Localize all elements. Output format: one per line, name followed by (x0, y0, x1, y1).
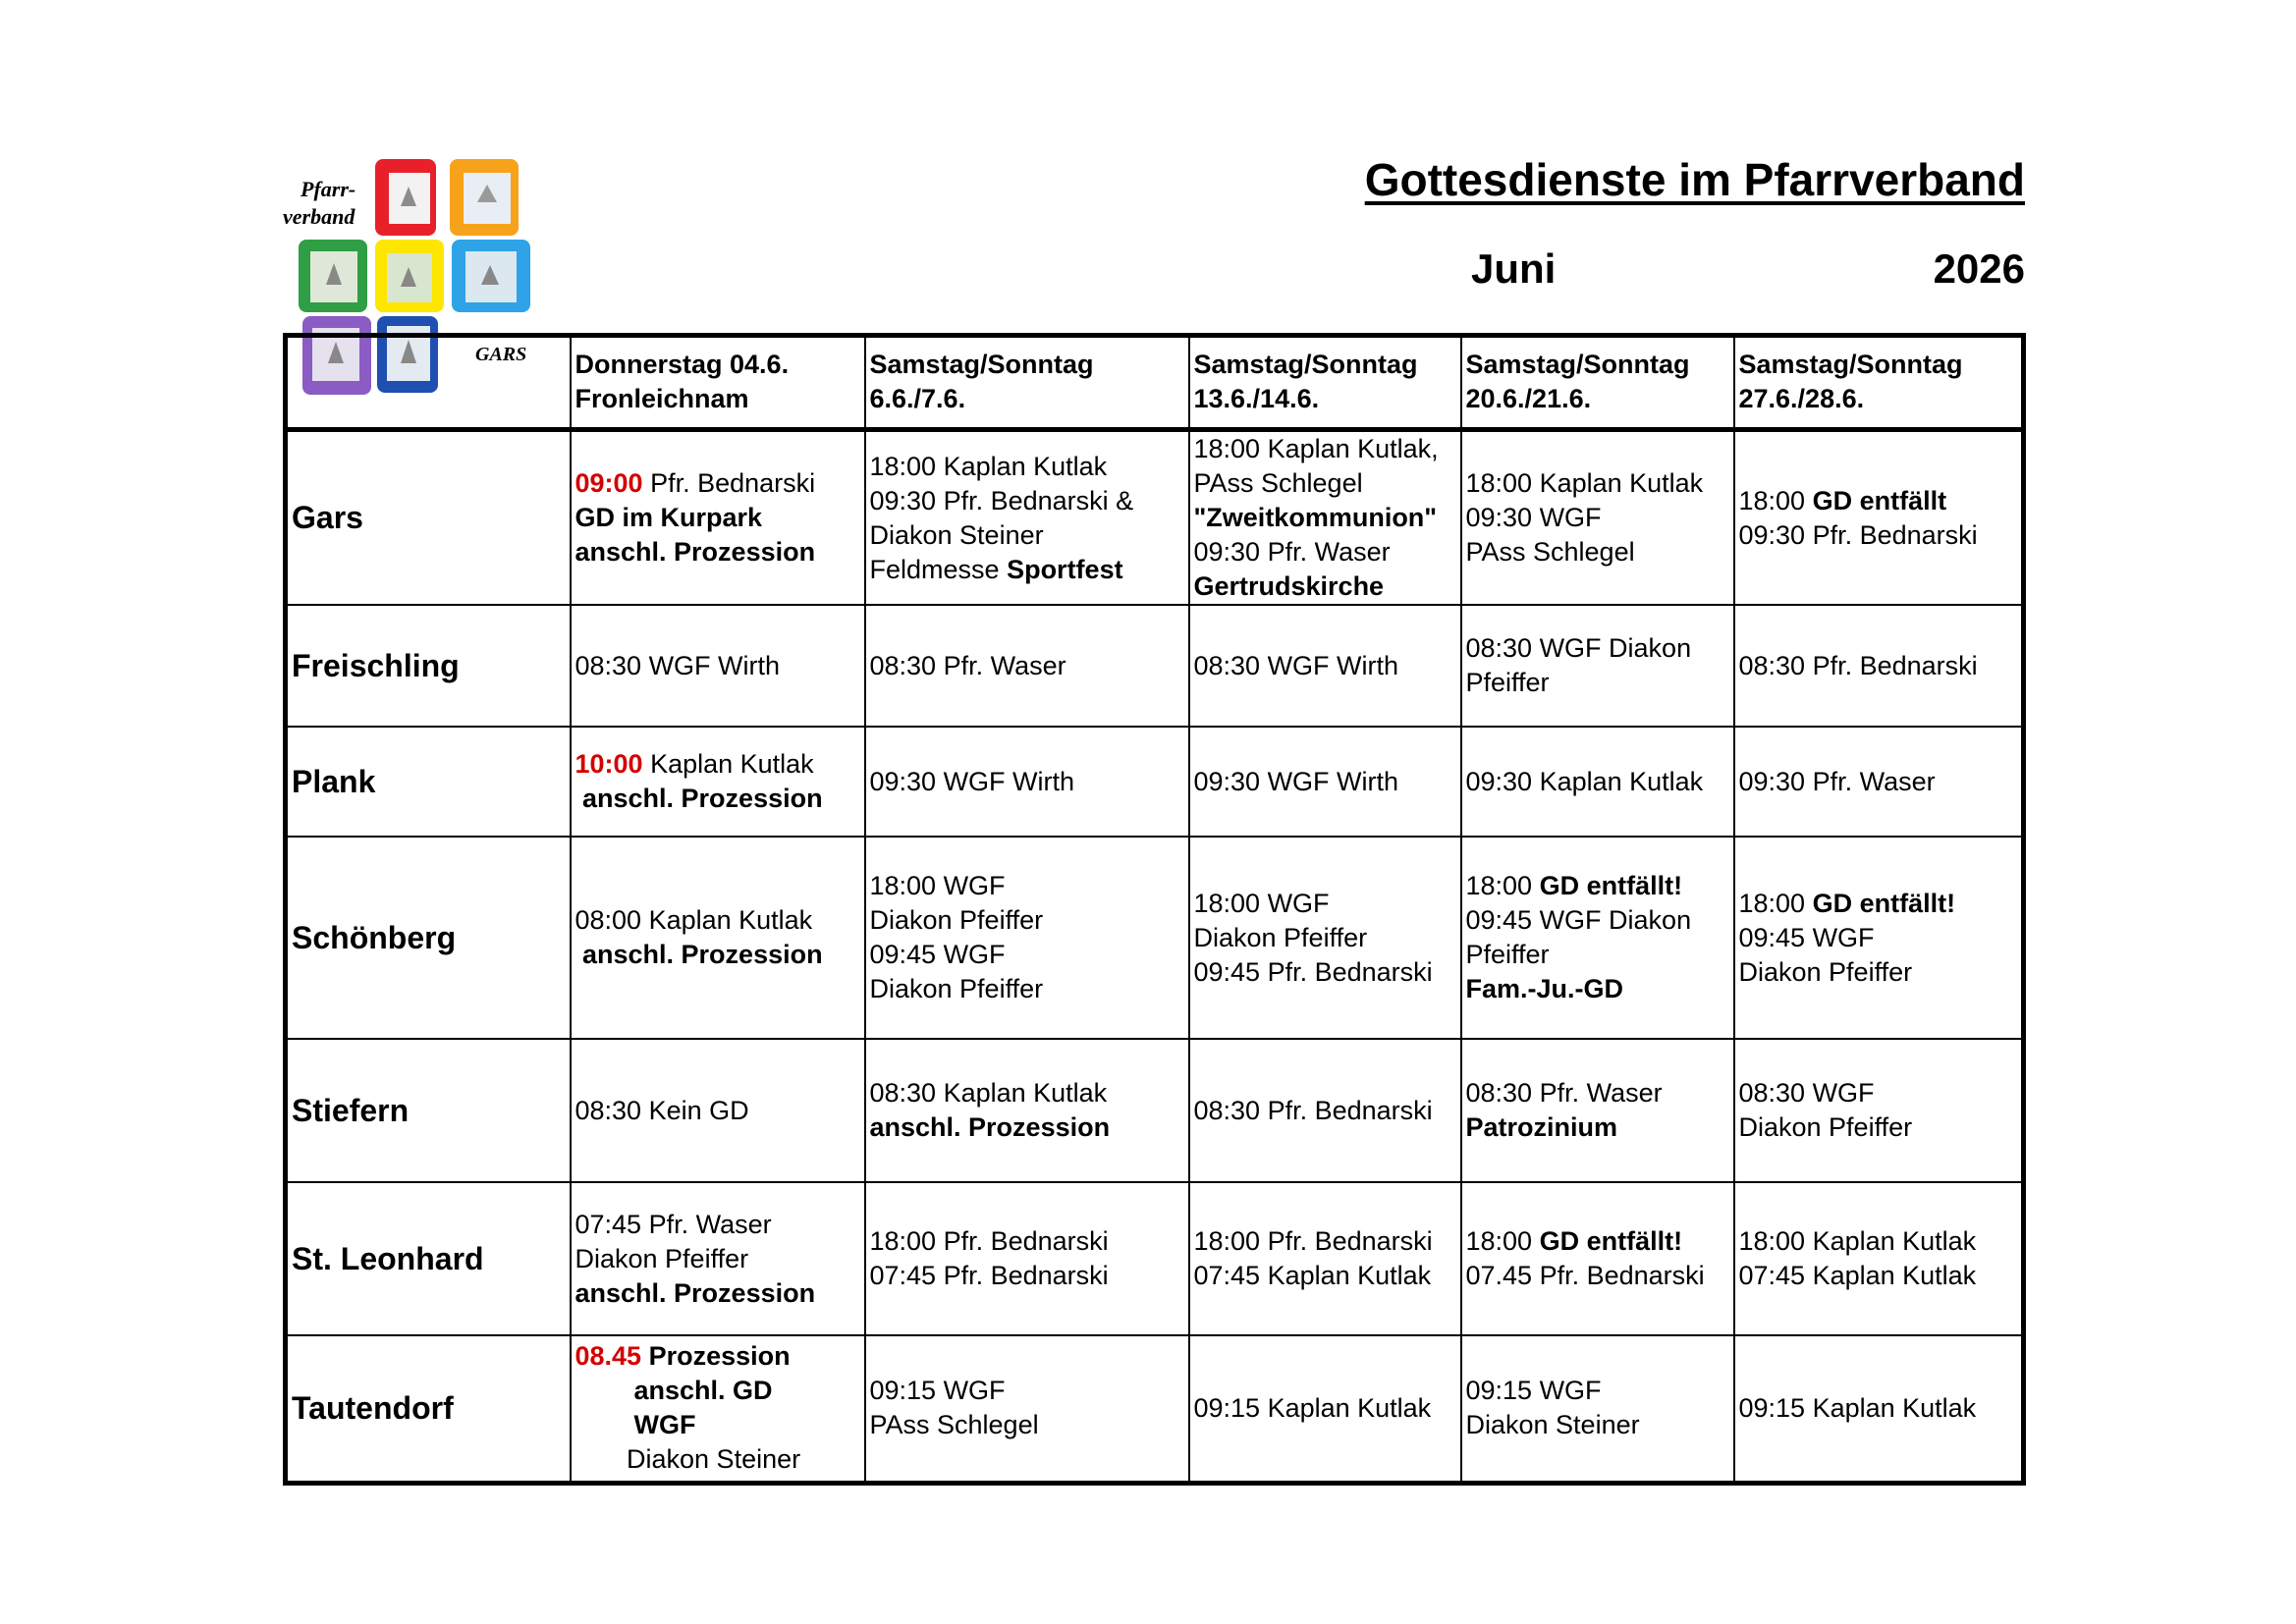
service-line (575, 1442, 860, 1477)
service-line (1739, 765, 2018, 799)
service-cell (1189, 727, 1461, 837)
service-text: 18:00 Kaplan Kutlak (1738, 1226, 1977, 1256)
service-line (870, 1408, 1184, 1442)
service-line (1739, 887, 2018, 921)
service-text: GD im Kurpark (574, 503, 763, 532)
service-text: GD entfällt! (1812, 888, 1956, 918)
service-text: 09:45 WGF (1738, 922, 1875, 952)
service-line (1739, 1076, 2018, 1110)
parish-name: Plank (286, 727, 571, 837)
service-line (1466, 1259, 1729, 1293)
service-text: Prozession (641, 1341, 791, 1372)
service-line (575, 1094, 860, 1128)
table-row (286, 837, 2024, 1039)
service-cell (1734, 430, 2024, 606)
service-text: 09:30 WGF Wirth (869, 766, 1075, 796)
service-text: Fam.-Ju.-GD (1465, 974, 1624, 1003)
service-text: Diakon Pfeiffer (1738, 956, 1913, 987)
service-line (575, 1374, 860, 1408)
service-text: 09:30 Pfr. Waser (1193, 537, 1391, 567)
service-line (575, 938, 860, 972)
service-text: anschl. Prozession (574, 537, 816, 567)
service-text: 08:30 WGF Diakon (1465, 633, 1692, 663)
service-time-highlight: 09:00 (574, 468, 643, 498)
service-text: anschl. Prozession (574, 940, 823, 969)
service-line (1739, 649, 2018, 683)
logo-text-pfarr: Pfarr- (301, 177, 356, 201)
service-cell (1734, 1335, 2024, 1483)
service-line (1466, 869, 1729, 903)
service-cell (1461, 605, 1734, 727)
table-row (286, 1335, 2024, 1483)
service-line (1739, 1224, 2018, 1259)
service-cell (571, 605, 865, 727)
service-line (870, 1110, 1184, 1145)
service-text: 18:00 Kaplan Kutlak (1465, 468, 1704, 498)
service-cell (865, 837, 1189, 1039)
service-text: Diakon Steiner (1465, 1410, 1640, 1440)
service-line (870, 1259, 1184, 1293)
parish-name: St. Leonhard (286, 1182, 571, 1335)
service-cell (1189, 1335, 1461, 1483)
service-line (1739, 1259, 2018, 1293)
service-line (870, 1076, 1184, 1110)
service-text: GD entfällt! (1539, 1226, 1683, 1256)
service-line (575, 1242, 860, 1276)
service-line (1194, 1094, 1456, 1128)
service-line (575, 782, 860, 816)
service-line (1466, 466, 1729, 501)
service-text: Pfeiffer (1465, 668, 1550, 697)
service-text: 18:00 (1738, 888, 1813, 918)
service-cell (1734, 1039, 2024, 1182)
service-cell (571, 1182, 865, 1335)
service-line (575, 535, 860, 569)
service-text: Diakon Pfeiffer (574, 1243, 749, 1273)
service-text: 08:30 WGF Wirth (1193, 650, 1399, 680)
service-line (575, 1276, 860, 1311)
service-text: anschl. Prozession (869, 1112, 1111, 1142)
service-text: Feldmesse (869, 554, 1008, 584)
page-title-wrap (1365, 153, 2025, 206)
service-text: 09:45 WGF (869, 940, 1006, 969)
service-cell (571, 1335, 865, 1483)
service-line (870, 649, 1184, 683)
service-text: 18:00 WGF (869, 871, 1006, 900)
service-line (1194, 569, 1456, 604)
month-label: Juni (1471, 245, 1557, 292)
service-line (870, 903, 1184, 938)
service-cell (865, 1039, 1189, 1182)
service-line (1466, 1224, 1729, 1259)
service-line (575, 501, 860, 535)
service-text: 08:00 Kaplan Kutlak (574, 905, 813, 935)
service-line (1194, 535, 1456, 569)
service-line (1194, 765, 1456, 799)
service-line (575, 1339, 860, 1374)
service-text: PAss Schlegel (869, 1410, 1039, 1440)
service-line (1466, 1110, 1729, 1145)
service-cell (1461, 727, 1734, 837)
service-line (870, 518, 1184, 553)
service-line (1466, 535, 1729, 569)
service-text: 09:30 Pfr. Bednarski & (869, 485, 1134, 515)
service-text: 07:45 Kaplan Kutlak (1193, 1261, 1432, 1290)
service-line (575, 466, 860, 501)
service-cell (571, 1039, 865, 1182)
schedule-body (286, 430, 2024, 1484)
schedule-table (283, 333, 2026, 1486)
service-text: 18:00 (1465, 871, 1540, 900)
logo-text-gars: GARS (475, 344, 527, 365)
service-line (870, 869, 1184, 903)
service-cell (1189, 605, 1461, 727)
service-text: 09:30 WGF Wirth (1193, 766, 1399, 796)
service-text: anschl. Prozession (574, 1277, 816, 1308)
service-line (575, 1208, 860, 1242)
logo-text-verband: verband (283, 204, 355, 229)
service-text: 09:15 WGF (1465, 1376, 1602, 1406)
service-time-highlight: 08.45 (574, 1341, 642, 1372)
service-line (1194, 501, 1456, 535)
service-line (1466, 972, 1729, 1006)
service-line (1194, 649, 1456, 683)
service-text: 07.45 Pfr. Bednarski (1465, 1261, 1705, 1290)
service-text: GD entfällt (1812, 485, 1947, 515)
service-line (1739, 1110, 2018, 1145)
service-line (1739, 921, 2018, 955)
service-text: Kaplan Kutlak (642, 749, 814, 779)
service-text: PAss Schlegel (1193, 468, 1363, 498)
column-header: Samstag/Sonntag 6.6./7.6. (865, 336, 1189, 430)
service-text: 09:45 Pfr. Bednarski (1193, 956, 1433, 987)
column-header: Samstag/Sonntag 27.6./28.6. (1734, 336, 2024, 430)
parish-name: Tautendorf (286, 1335, 571, 1483)
service-line (1466, 765, 1729, 799)
service-text: 18:00 Kaplan Kutlak, (1193, 434, 1439, 463)
year-label: 2026 (1933, 245, 2025, 292)
table-header-row (286, 336, 2024, 430)
column-header: Donnerstag 04.6. Fronleichnam (571, 336, 865, 430)
service-line (870, 553, 1184, 587)
service-text: Diakon Pfeiffer (869, 905, 1044, 935)
service-text: 09:15 Kaplan Kutlak (1738, 1392, 1977, 1423)
table-row (286, 605, 2024, 727)
service-text: anschl. GD (574, 1376, 773, 1406)
service-line (575, 747, 860, 782)
service-line (870, 1374, 1184, 1408)
service-text: WGF (574, 1410, 696, 1440)
service-text: Pfr. Bednarski (642, 468, 816, 498)
service-line (1194, 1391, 1456, 1426)
service-cell (571, 837, 865, 1039)
service-line (575, 903, 860, 938)
service-text: 08:30 WGF Wirth (574, 650, 781, 680)
service-line (1739, 484, 2018, 518)
service-cell (1189, 1039, 1461, 1182)
service-line (1466, 1408, 1729, 1442)
service-text: GD entfällt! (1539, 871, 1683, 900)
service-cell (1461, 1335, 1734, 1483)
service-cell (1189, 1182, 1461, 1335)
service-line (870, 938, 1184, 972)
parish-name: Gars (286, 430, 571, 606)
header-corner-cell (286, 336, 571, 430)
service-text: Diakon Steiner (574, 1444, 801, 1475)
service-text: 09:30 Kaplan Kutlak (1465, 766, 1704, 796)
service-text: 18:00 (1465, 1226, 1540, 1256)
column-header: Samstag/Sonntag 13.6./14.6. (1189, 336, 1461, 430)
service-text: 09:15 WGF (869, 1376, 1006, 1406)
service-cell (1461, 430, 1734, 606)
parish-name: Schönberg (286, 837, 571, 1039)
service-text: 18:00 Pfr. Bednarski (1193, 1226, 1433, 1256)
service-text: anschl. Prozession (574, 784, 823, 813)
service-text: 18:00 (1738, 485, 1813, 515)
service-cell (1734, 1182, 2024, 1335)
service-time-highlight: 10:00 (574, 749, 643, 779)
service-cell (1461, 1182, 1734, 1335)
service-text: Diakon Pfeiffer (1738, 1112, 1913, 1142)
service-line (1194, 1224, 1456, 1259)
service-cell (865, 430, 1189, 606)
service-line (1194, 921, 1456, 955)
parish-name: Freischling (286, 605, 571, 727)
service-text: 18:00 WGF (1193, 888, 1330, 918)
service-text: 09:45 WGF Diakon (1465, 905, 1692, 935)
service-line (1466, 1076, 1729, 1110)
service-cell (865, 1182, 1189, 1335)
service-text: 08:30 WGF (1738, 1078, 1875, 1108)
service-line (1466, 903, 1729, 938)
service-text: 09:30 Pfr. Waser (1738, 766, 1936, 796)
service-text: 08:30 Pfr. Bednarski (1738, 650, 1978, 680)
service-text: 08:30 Pfr. Waser (1465, 1078, 1663, 1108)
table-row (286, 1039, 2024, 1182)
service-line (870, 450, 1184, 484)
service-text: Pfeiffer (1465, 940, 1550, 969)
table-row (286, 1182, 2024, 1335)
service-text: Patrozinium (1465, 1112, 1618, 1142)
service-text: PAss Schlegel (1465, 537, 1635, 567)
service-line (870, 484, 1184, 518)
service-text: 09:30 WGF (1465, 503, 1602, 532)
service-text: 07:45 Kaplan Kutlak (1738, 1261, 1977, 1290)
service-line (870, 972, 1184, 1006)
service-cell (865, 1335, 1189, 1483)
service-line (1466, 938, 1729, 972)
service-cell (1189, 837, 1461, 1039)
service-text: Diakon Pfeiffer (1193, 922, 1368, 952)
service-line (1739, 955, 2018, 990)
service-line (1466, 501, 1729, 535)
service-cell (571, 727, 865, 837)
service-text: Gertrudskirche (1193, 571, 1385, 601)
service-text: 08:30 Kaplan Kutlak (869, 1078, 1108, 1108)
service-line (1739, 518, 2018, 553)
service-text: 08:30 Pfr. Waser (869, 650, 1066, 680)
service-line (1194, 955, 1456, 990)
service-line (1466, 666, 1729, 700)
service-cell (1734, 605, 2024, 727)
service-text: 18:00 Kaplan Kutlak (869, 451, 1108, 481)
service-cell (865, 727, 1189, 837)
service-text: 07:45 Pfr. Waser (574, 1209, 772, 1239)
service-text: 08:30 Pfr. Bednarski (1193, 1095, 1433, 1125)
service-text: 09:15 Kaplan Kutlak (1193, 1392, 1432, 1423)
service-line (870, 1224, 1184, 1259)
service-line (870, 765, 1184, 799)
service-line (1194, 887, 1456, 921)
parish-name: Stiefern (286, 1039, 571, 1182)
service-text: 07:45 Pfr. Bednarski (869, 1261, 1109, 1290)
service-line (575, 1408, 860, 1442)
service-cell (865, 605, 1189, 727)
service-cell (1461, 837, 1734, 1039)
service-text: 08:30 Kein GD (574, 1095, 749, 1125)
page-title: Gottesdienste im Pfarrverband (1364, 154, 2025, 205)
service-cell (1461, 1039, 1734, 1182)
service-cell (1189, 430, 1461, 606)
service-cell (571, 430, 865, 606)
service-text: Diakon Pfeiffer (869, 974, 1044, 1003)
service-text: Diakon Steiner (869, 519, 1044, 550)
service-text: 18:00 Pfr. Bednarski (869, 1226, 1109, 1256)
service-line (1466, 631, 1729, 666)
column-header: Samstag/Sonntag 20.6./21.6. (1461, 336, 1734, 430)
table-row (286, 727, 2024, 837)
service-text: "Zweitkommunion" (1193, 503, 1438, 532)
service-text: Sportfest (1007, 554, 1123, 584)
service-line (1194, 432, 1456, 466)
service-line (1739, 1391, 2018, 1426)
service-text: 09:30 Pfr. Bednarski (1738, 519, 1978, 550)
service-line (1194, 466, 1456, 501)
service-line (575, 649, 860, 683)
service-cell (1734, 837, 2024, 1039)
service-line (1466, 1374, 1729, 1408)
service-cell (1734, 727, 2024, 837)
service-line (1194, 1259, 1456, 1293)
table-row (286, 430, 2024, 606)
